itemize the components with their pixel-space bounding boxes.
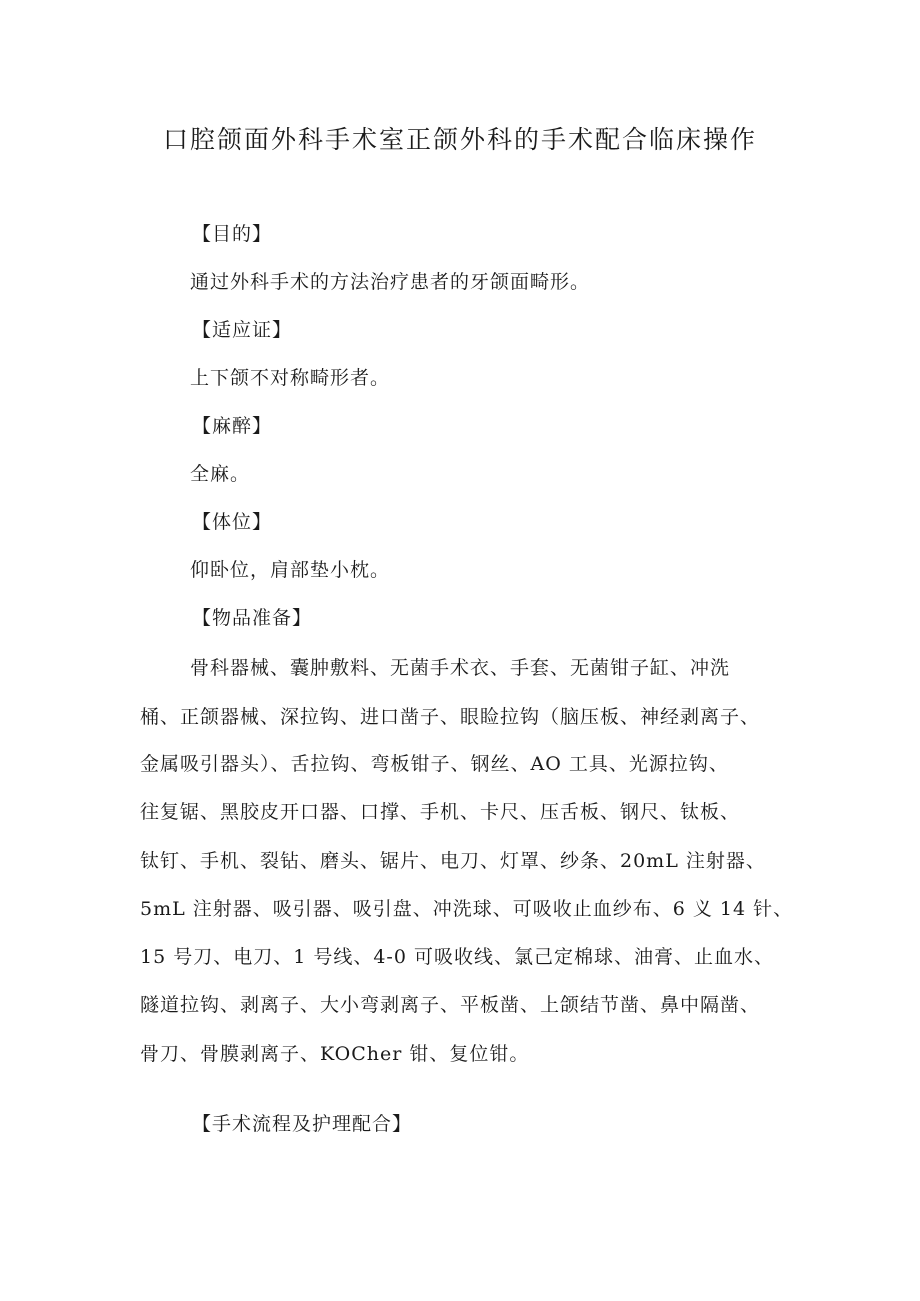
materials-line: 桶、正颌器械、深拉钩、进口凿子、眼睑拉钩（脑压板、神经剥离子、 [140,706,761,728]
materials-line: 隧道拉钩、剥离子、大小弯剥离子、平板凿、上颌结节凿、鼻中隔凿、 [140,994,761,1016]
materials-line: 5mL 注射器、吸引器、吸引盘、冲洗球、可吸收止血纱布、6 义 14 针、 [140,898,794,920]
section-heading-purpose: 【目的】 [192,223,273,245]
materials-line: 15 号刀、电刀、1 号线、4-0 可吸收线、氯己定棉球、油膏、止血水、 [140,946,774,968]
section-heading-materials: 【物品准备】 [192,607,313,629]
materials-line: 骨刀、骨膜剥离子、KOCher 钳、复位钳。 [140,1043,530,1065]
materials-line: 往复锯、黑胶皮开口器、口撑、手机、卡尺、压舌板、钢尺、钛板、 [140,801,741,823]
materials-line: 钛钉、手机、裂钻、磨头、锯片、电刀、灯罩、纱条、20mL 注射器、 [140,850,766,872]
section-text-indications: 上下颌不对称畸形者。 [190,367,391,389]
section-text-purpose: 通过外科手术的方法治疗患者的牙颌面畸形。 [190,271,591,293]
materials-line: 骨科器械、囊肿敷料、无菌手术衣、手套、无菌钳子缸、冲洗 [190,657,731,679]
section-heading-indications: 【适应证】 [192,319,293,341]
materials-line: 金属吸引器头）、舌拉钩、弯板钳子、钢丝、AO 工具、光源拉钩、 [140,753,729,775]
section-text-anesthesia: 全麻。 [190,463,251,485]
section-heading-anesthesia: 【麻醉】 [192,415,273,437]
section-heading-position: 【体位】 [192,511,273,533]
section-heading-procedure: 【手术流程及护理配合】 [192,1113,413,1135]
document-title: 口腔颌面外科手术室正颌外科的手术配合临床操作 [162,125,757,154]
section-text-position: 仰卧位，肩部垫小枕。 [190,559,391,581]
